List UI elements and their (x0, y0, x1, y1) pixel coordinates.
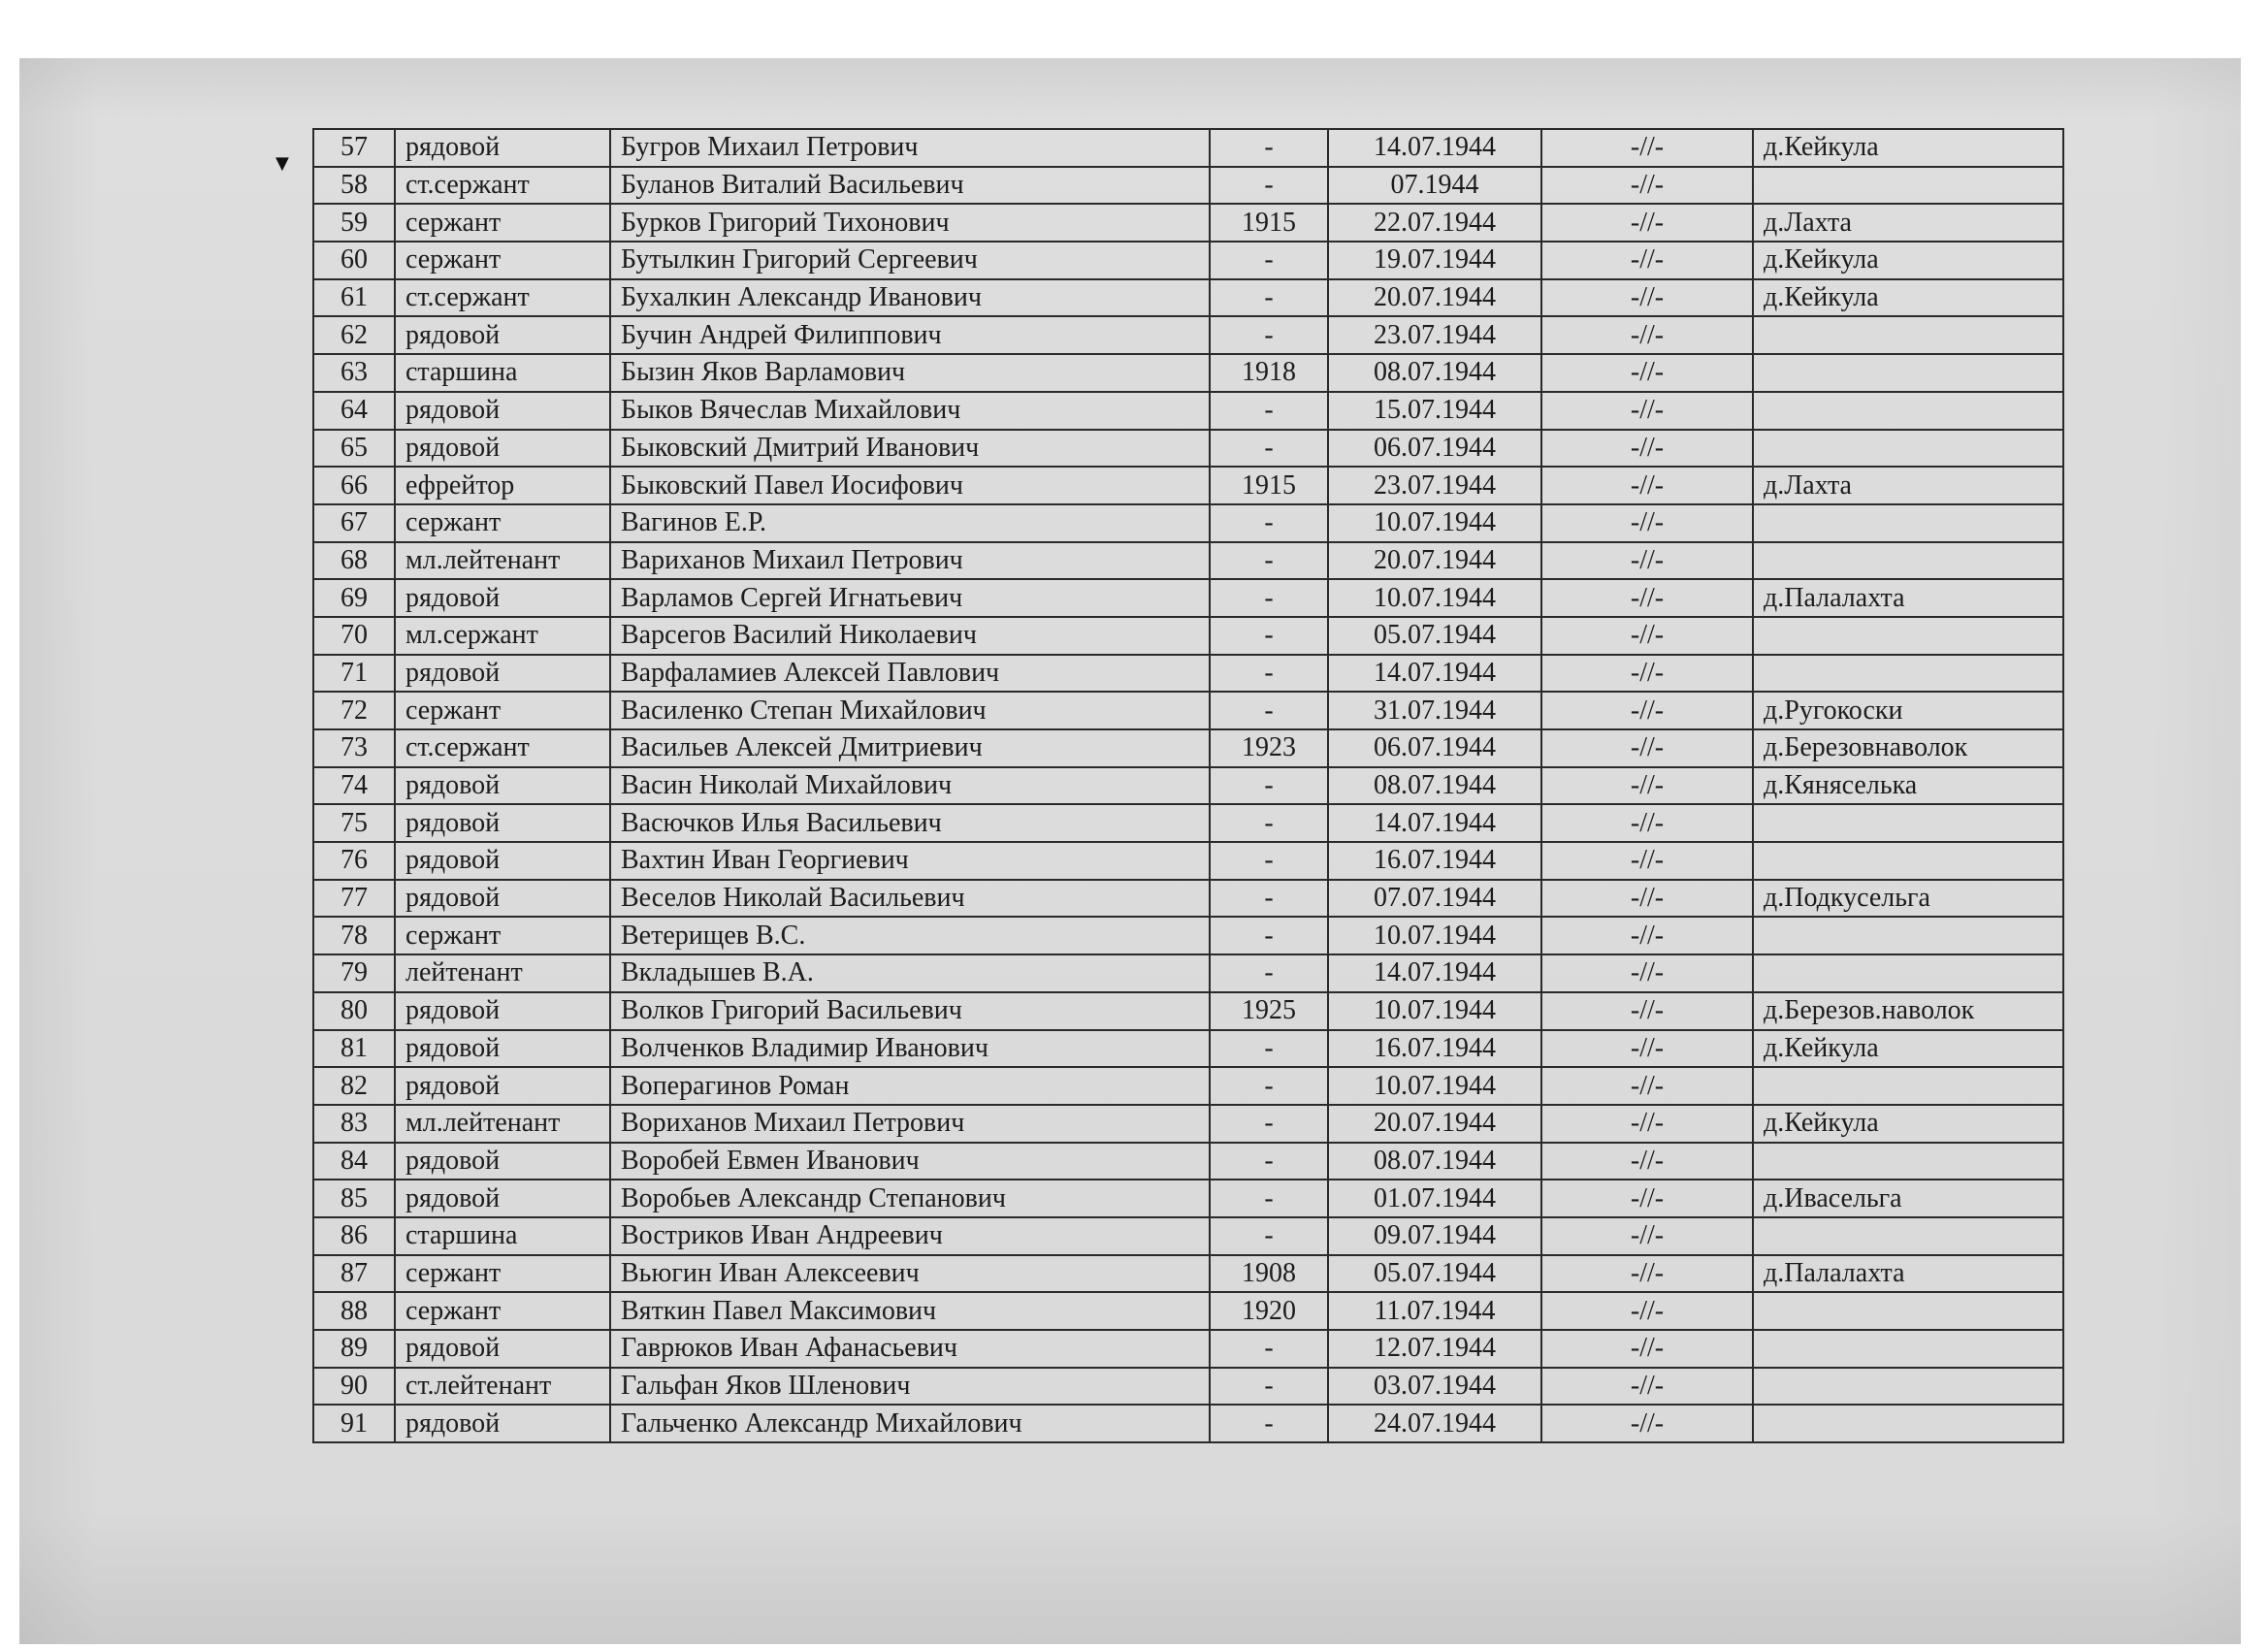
table-row (313, 954, 2063, 992)
record-number: 61 (313, 279, 395, 317)
table-row (313, 129, 2063, 167)
place-cell (1753, 542, 2063, 580)
place-cell (1753, 804, 2063, 842)
record-number: 83 (313, 1105, 395, 1143)
place-cell (1753, 954, 2063, 992)
date-cell: 16.07.1944 (1328, 842, 1541, 880)
date-cell: 15.07.1944 (1328, 392, 1541, 430)
full-name-cell: Вариханов Михаил Петрович (610, 542, 1210, 580)
birth-year-cell: 1918 (1210, 354, 1328, 392)
rank-cell: рядовой (395, 1405, 610, 1442)
table-row (313, 504, 2063, 542)
ditto-cell: -//- (1541, 1255, 1753, 1293)
ditto-cell: -//- (1541, 1030, 1753, 1068)
rank-cell: мл.лейтенант (395, 1105, 610, 1143)
rank-cell: рядовой (395, 842, 610, 880)
rank-cell: рядовой (395, 804, 610, 842)
table-row (313, 392, 2063, 430)
birth-year-cell: - (1210, 242, 1328, 279)
birth-year-cell: - (1210, 692, 1328, 729)
record-number: 66 (313, 467, 395, 504)
record-number: 76 (313, 842, 395, 880)
date-cell: 14.07.1944 (1328, 804, 1541, 842)
date-cell: 06.07.1944 (1328, 729, 1541, 767)
table-row (313, 1105, 2063, 1143)
full-name-cell: Бучин Андрей Филиппович (610, 316, 1210, 354)
full-name-cell: Васильев Алексей Дмитриевич (610, 729, 1210, 767)
ditto-cell: -//- (1541, 354, 1753, 392)
full-name-cell: Варфаламиев Алексей Павлович (610, 655, 1210, 693)
place-cell: д.Палалахта (1753, 579, 2063, 617)
full-name-cell: Вяткин Павел Максимович (610, 1292, 1210, 1330)
record-number: 87 (313, 1255, 395, 1293)
date-cell: 20.07.1944 (1328, 279, 1541, 317)
place-cell (1753, 1292, 2063, 1330)
full-name-cell: Буланов Виталий Васильевич (610, 167, 1210, 205)
place-cell: д.Лахта (1753, 204, 2063, 242)
rank-cell: сержант (395, 242, 610, 279)
ditto-cell: -//- (1541, 692, 1753, 729)
date-cell: 20.07.1944 (1328, 542, 1541, 580)
ditto-cell: -//- (1541, 242, 1753, 279)
table-row (313, 729, 2063, 767)
birth-year-cell: - (1210, 504, 1328, 542)
record-number: 67 (313, 504, 395, 542)
table-row (313, 167, 2063, 205)
rank-cell: рядовой (395, 655, 610, 693)
date-cell: 12.07.1944 (1328, 1330, 1541, 1368)
full-name-cell: Гальченко Александр Михайлович (610, 1405, 1210, 1442)
table-row (313, 992, 2063, 1030)
rank-cell: рядовой (395, 1143, 610, 1180)
place-cell: д.Палалахта (1753, 1255, 2063, 1293)
table-row (313, 1030, 2063, 1068)
record-number: 86 (313, 1217, 395, 1255)
record-number: 75 (313, 804, 395, 842)
record-number: 90 (313, 1368, 395, 1406)
table-row (313, 279, 2063, 317)
record-number: 63 (313, 354, 395, 392)
full-name-cell: Варсегов Василий Николаевич (610, 617, 1210, 655)
birth-year-cell: - (1210, 316, 1328, 354)
ditto-cell: -//- (1541, 992, 1753, 1030)
table-row (313, 804, 2063, 842)
full-name-cell: Быковский Дмитрий Иванович (610, 430, 1210, 468)
place-cell (1753, 354, 2063, 392)
ditto-cell: -//- (1541, 1180, 1753, 1217)
table-row (313, 1292, 2063, 1330)
record-number: 81 (313, 1030, 395, 1068)
date-cell: 14.07.1944 (1328, 954, 1541, 992)
ditto-cell: -//- (1541, 167, 1753, 205)
birth-year-cell: - (1210, 1330, 1328, 1368)
date-cell: 07.07.1944 (1328, 880, 1541, 918)
record-number: 65 (313, 430, 395, 468)
full-name-cell: Гальфан Яков Шленович (610, 1368, 1210, 1406)
record-number: 84 (313, 1143, 395, 1180)
record-number: 60 (313, 242, 395, 279)
birth-year-cell: - (1210, 542, 1328, 580)
record-number: 58 (313, 167, 395, 205)
ditto-cell: -//- (1541, 954, 1753, 992)
record-number: 70 (313, 617, 395, 655)
record-number: 62 (313, 316, 395, 354)
place-cell (1753, 617, 2063, 655)
date-cell: 23.07.1944 (1328, 316, 1541, 354)
full-name-cell: Бугров Михаил Петрович (610, 129, 1210, 167)
ditto-cell: -//- (1541, 880, 1753, 918)
ditto-cell: -//- (1541, 655, 1753, 693)
rank-cell: сержант (395, 1292, 610, 1330)
place-cell: д.Березов.наволок (1753, 992, 2063, 1030)
ditto-cell: -//- (1541, 504, 1753, 542)
birth-year-cell: 1915 (1210, 204, 1328, 242)
date-cell: 10.07.1944 (1328, 1067, 1541, 1105)
birth-year-cell: - (1210, 842, 1328, 880)
ditto-cell: -//- (1541, 542, 1753, 580)
date-cell: 08.07.1944 (1328, 1143, 1541, 1180)
place-cell: д.Кейкула (1753, 1030, 2063, 1068)
full-name-cell: Вориханов Михаил Петрович (610, 1105, 1210, 1143)
birth-year-cell: - (1210, 954, 1328, 992)
record-number: 91 (313, 1405, 395, 1442)
place-cell (1753, 842, 2063, 880)
ditto-cell: -//- (1541, 1067, 1753, 1105)
ditto-cell: -//- (1541, 1105, 1753, 1143)
birth-year-cell: - (1210, 1217, 1328, 1255)
ditto-cell: -//- (1541, 617, 1753, 655)
rank-cell: рядовой (395, 1067, 610, 1105)
punch-mark-icon: ▼ (275, 153, 289, 174)
rank-cell: сержант (395, 917, 610, 954)
table-row (313, 542, 2063, 580)
birth-year-cell: - (1210, 655, 1328, 693)
date-cell: 10.07.1944 (1328, 579, 1541, 617)
table-row (313, 1217, 2063, 1255)
rank-cell: рядовой (395, 1180, 610, 1217)
full-name-cell: Варламов Сергей Игнатьевич (610, 579, 1210, 617)
table-row (313, 1330, 2063, 1368)
date-cell: 09.07.1944 (1328, 1217, 1541, 1255)
full-name-cell: Бухалкин Александр Иванович (610, 279, 1210, 317)
table-row (313, 617, 2063, 655)
date-cell: 16.07.1944 (1328, 1030, 1541, 1068)
full-name-cell: Васин Николай Михайлович (610, 767, 1210, 805)
birth-year-cell: - (1210, 430, 1328, 468)
record-number: 74 (313, 767, 395, 805)
birth-year-cell: - (1210, 1143, 1328, 1180)
place-cell (1753, 167, 2063, 205)
rank-cell: старшина (395, 354, 610, 392)
place-cell (1753, 316, 2063, 354)
ditto-cell: -//- (1541, 1217, 1753, 1255)
date-cell: 11.07.1944 (1328, 1292, 1541, 1330)
place-cell (1753, 1368, 2063, 1406)
birth-year-cell: - (1210, 279, 1328, 317)
table-row (313, 579, 2063, 617)
birth-year-cell: - (1210, 1105, 1328, 1143)
full-name-cell: Гаврюков Иван Афанасьевич (610, 1330, 1210, 1368)
rank-cell: рядовой (395, 880, 610, 918)
birth-year-cell: 1915 (1210, 467, 1328, 504)
ditto-cell: -//- (1541, 767, 1753, 805)
ditto-cell: -//- (1541, 430, 1753, 468)
record-number: 85 (313, 1180, 395, 1217)
full-name-cell: Быковский Павел Иосифович (610, 467, 1210, 504)
table-row (313, 1368, 2063, 1406)
birth-year-cell: - (1210, 1067, 1328, 1105)
rank-cell: рядовой (395, 316, 610, 354)
place-cell: д.Березовнаволок (1753, 729, 2063, 767)
rank-cell: сержант (395, 204, 610, 242)
full-name-cell: Веселов Николай Васильевич (610, 880, 1210, 918)
place-cell: д.Ругокоски (1753, 692, 2063, 729)
date-cell: 14.07.1944 (1328, 655, 1541, 693)
ditto-cell: -//- (1541, 1143, 1753, 1180)
table-row (313, 917, 2063, 954)
ditto-cell: -//- (1541, 1330, 1753, 1368)
full-name-cell: Волченков Владимир Иванович (610, 1030, 1210, 1068)
table-row (313, 1067, 2063, 1105)
rank-cell: старшина (395, 1217, 610, 1255)
record-number: 64 (313, 392, 395, 430)
place-cell: д.Кяняселька (1753, 767, 2063, 805)
ditto-cell: -//- (1541, 204, 1753, 242)
place-cell: д.Кейкула (1753, 1105, 2063, 1143)
place-cell (1753, 430, 2063, 468)
place-cell (1753, 1067, 2063, 1105)
rank-cell: мл.сержант (395, 617, 610, 655)
place-cell: д.Ивасельга (1753, 1180, 2063, 1217)
full-name-cell: Вагинов Е.Р. (610, 504, 1210, 542)
date-cell: 31.07.1944 (1328, 692, 1541, 729)
date-cell: 01.07.1944 (1328, 1180, 1541, 1217)
birth-year-cell: 1923 (1210, 729, 1328, 767)
table-body (313, 129, 2063, 1442)
ditto-cell: -//- (1541, 279, 1753, 317)
record-number: 69 (313, 579, 395, 617)
rank-cell: ст.сержант (395, 279, 610, 317)
date-cell: 23.07.1944 (1328, 467, 1541, 504)
birth-year-cell: 1908 (1210, 1255, 1328, 1293)
record-number: 57 (313, 129, 395, 167)
date-cell: 08.07.1944 (1328, 354, 1541, 392)
ditto-cell: -//- (1541, 1368, 1753, 1406)
date-cell: 05.07.1944 (1328, 617, 1541, 655)
birth-year-cell: - (1210, 1180, 1328, 1217)
place-cell: д.Лахта (1753, 467, 2063, 504)
date-cell: 06.07.1944 (1328, 430, 1541, 468)
ditto-cell: -//- (1541, 392, 1753, 430)
date-cell: 08.07.1944 (1328, 767, 1541, 805)
record-number: 68 (313, 542, 395, 580)
table-row (313, 880, 2063, 918)
table-row (313, 1180, 2063, 1217)
table-row (313, 767, 2063, 805)
rank-cell: сержант (395, 1255, 610, 1293)
birth-year-cell: - (1210, 167, 1328, 205)
place-cell (1753, 1405, 2063, 1442)
birth-year-cell: - (1210, 617, 1328, 655)
table-row (313, 204, 2063, 242)
ditto-cell: -//- (1541, 729, 1753, 767)
full-name-cell: Василенко Степан Михайлович (610, 692, 1210, 729)
date-cell: 05.07.1944 (1328, 1255, 1541, 1293)
rank-cell: рядовой (395, 767, 610, 805)
table-row (313, 354, 2063, 392)
full-name-cell: Бызин Яков Варламович (610, 354, 1210, 392)
rank-cell: рядовой (395, 392, 610, 430)
rank-cell: рядовой (395, 992, 610, 1030)
date-cell: 24.07.1944 (1328, 1405, 1541, 1442)
record-number: 82 (313, 1067, 395, 1105)
birth-year-cell: - (1210, 767, 1328, 805)
full-name-cell: Воробей Евмен Иванович (610, 1143, 1210, 1180)
birth-year-cell: - (1210, 804, 1328, 842)
birth-year-cell: 1925 (1210, 992, 1328, 1030)
rank-cell: рядовой (395, 579, 610, 617)
record-number: 71 (313, 655, 395, 693)
birth-year-cell: - (1210, 917, 1328, 954)
full-name-cell: Вахтин Иван Георгиевич (610, 842, 1210, 880)
place-cell (1753, 1217, 2063, 1255)
full-name-cell: Ветерищев В.С. (610, 917, 1210, 954)
rank-cell: ст.сержант (395, 167, 610, 205)
ditto-cell: -//- (1541, 467, 1753, 504)
full-name-cell: Воробьев Александр Степанович (610, 1180, 1210, 1217)
place-cell (1753, 917, 2063, 954)
table-row (313, 1405, 2063, 1442)
place-cell (1753, 1143, 2063, 1180)
place-cell (1753, 1330, 2063, 1368)
record-number: 59 (313, 204, 395, 242)
ditto-cell: -//- (1541, 129, 1753, 167)
table-row (313, 655, 2063, 693)
rank-cell: мл.лейтенант (395, 542, 610, 580)
record-number: 79 (313, 954, 395, 992)
ditto-cell: -//- (1541, 1405, 1753, 1442)
date-cell: 14.07.1944 (1328, 129, 1541, 167)
full-name-cell: Васючков Илья Васильевич (610, 804, 1210, 842)
table-row (313, 467, 2063, 504)
full-name-cell: Бурков Григорий Тихонович (610, 204, 1210, 242)
table-row (313, 242, 2063, 279)
place-cell: д.Подкусельга (1753, 880, 2063, 918)
place-cell: д.Кейкула (1753, 279, 2063, 317)
place-cell (1753, 655, 2063, 693)
full-name-cell: Воперагинов Роман (610, 1067, 1210, 1105)
rank-cell: лейтенант (395, 954, 610, 992)
date-cell: 20.07.1944 (1328, 1105, 1541, 1143)
birth-year-cell: - (1210, 579, 1328, 617)
birth-year-cell: - (1210, 880, 1328, 918)
ditto-cell: -//- (1541, 804, 1753, 842)
birth-year-cell: - (1210, 392, 1328, 430)
table-row (313, 692, 2063, 729)
full-name-cell: Бутылкин Григорий Сергеевич (610, 242, 1210, 279)
record-number: 80 (313, 992, 395, 1030)
birth-year-cell: - (1210, 1030, 1328, 1068)
rank-cell: рядовой (395, 1030, 610, 1068)
rank-cell: ст.сержант (395, 729, 610, 767)
table-row (313, 316, 2063, 354)
date-cell: 03.07.1944 (1328, 1368, 1541, 1406)
record-number: 77 (313, 880, 395, 918)
record-number: 78 (313, 917, 395, 954)
rank-cell: сержант (395, 692, 610, 729)
rank-cell: сержант (395, 504, 610, 542)
date-cell: 07.1944 (1328, 167, 1541, 205)
date-cell: 10.07.1944 (1328, 504, 1541, 542)
date-cell: 19.07.1944 (1328, 242, 1541, 279)
record-number: 72 (313, 692, 395, 729)
place-cell (1753, 392, 2063, 430)
record-number: 89 (313, 1330, 395, 1368)
casualty-table (312, 128, 2064, 1443)
rank-cell: ст.лейтенант (395, 1368, 610, 1406)
birth-year-cell: - (1210, 1405, 1328, 1442)
full-name-cell: Вкладышев В.А. (610, 954, 1210, 992)
date-cell: 10.07.1944 (1328, 992, 1541, 1030)
record-number: 73 (313, 729, 395, 767)
full-name-cell: Востриков Иван Андреевич (610, 1217, 1210, 1255)
birth-year-cell: - (1210, 1368, 1328, 1406)
record-number: 88 (313, 1292, 395, 1330)
table-row (313, 1143, 2063, 1180)
full-name-cell: Вьюгин Иван Алексеевич (610, 1255, 1210, 1293)
place-cell: д.Кейкула (1753, 242, 2063, 279)
rank-cell: рядовой (395, 129, 610, 167)
ditto-cell: -//- (1541, 1292, 1753, 1330)
birth-year-cell: 1920 (1210, 1292, 1328, 1330)
full-name-cell: Волков Григорий Васильевич (610, 992, 1210, 1030)
table-row (313, 842, 2063, 880)
full-name-cell: Быков Вячеслав Михайлович (610, 392, 1210, 430)
table-row (313, 430, 2063, 468)
rank-cell: рядовой (395, 430, 610, 468)
rank-cell: рядовой (395, 1330, 610, 1368)
date-cell: 22.07.1944 (1328, 204, 1541, 242)
date-cell: 10.07.1944 (1328, 917, 1541, 954)
ditto-cell: -//- (1541, 316, 1753, 354)
rank-cell: ефрейтор (395, 467, 610, 504)
place-cell: д.Кейкула (1753, 129, 2063, 167)
ditto-cell: -//- (1541, 842, 1753, 880)
ditto-cell: -//- (1541, 579, 1753, 617)
table-row (313, 1255, 2063, 1293)
ditto-cell: -//- (1541, 917, 1753, 954)
birth-year-cell: - (1210, 129, 1328, 167)
place-cell (1753, 504, 2063, 542)
